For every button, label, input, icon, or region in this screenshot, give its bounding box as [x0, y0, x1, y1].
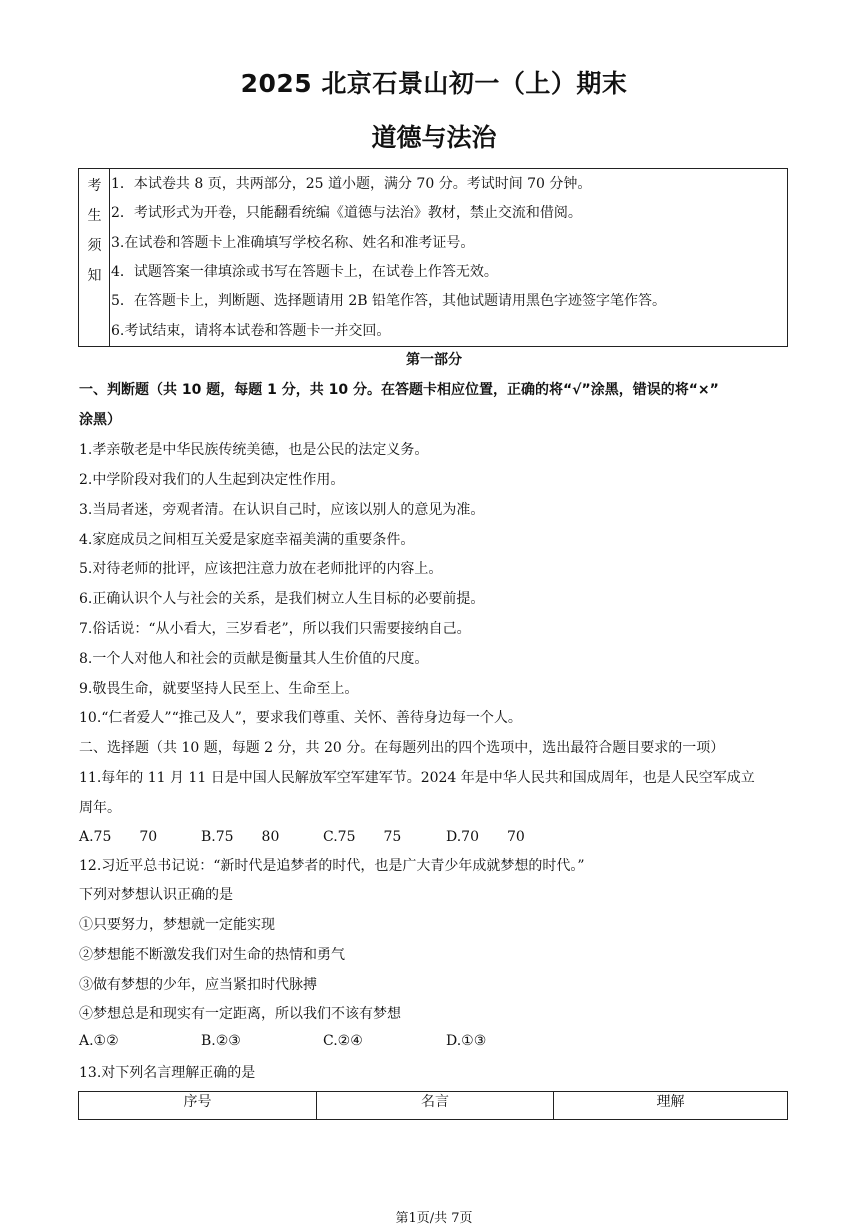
- notice-side-char: 考: [87, 178, 102, 194]
- judgment-item: 2.中学阶段对我们的人生起到决定性作用。: [79, 472, 345, 488]
- question-12-statement: ③做有梦想的少年，应当紧扣时代脉搏: [79, 977, 317, 993]
- question-12-prompt: 下列对梦想认识正确的是: [79, 887, 233, 903]
- choice-heading: 二、选择题（共 10 题，每题 2 分，共 20 分。在每题列出的四个选项中，选出最符合题目要求的一项）: [79, 740, 725, 756]
- question-12-option-c: C.②④: [323, 1033, 363, 1049]
- exam-subject: 道德与法治: [371, 123, 497, 152]
- question-13-stem: 13.对下列名言理解正确的是: [79, 1065, 256, 1081]
- question-11-option-d: D.70 70: [446, 829, 525, 845]
- judgment-item: 4.家庭成员之间相互关爱是家庭幸福美满的重要条件。: [79, 532, 415, 548]
- judgment-item: 8.一个人对他人和社会的贡献是衡量其人生价值的尺度。: [79, 651, 429, 667]
- question-12-statement: ②梦想能不断激发我们对生命的热情和勇气: [79, 947, 345, 963]
- notice-side-char: 须: [87, 238, 102, 254]
- judgment-item: 1.孝亲敬老是中华民族传统美德，也是公民的法定义务。: [79, 442, 429, 458]
- notice-item: 2．考试形式为开卷，只能翻看统编《道德与法治》教材，禁止交流和借阅。: [111, 205, 582, 221]
- quotes-table-header: [78, 1091, 788, 1120]
- exam-notice-box: [78, 168, 788, 347]
- table-header-understanding: 理解: [553, 1092, 787, 1119]
- notice-item: 4．试题答案一律填涂或书写在答题卡上，在试卷上作答无效。: [111, 264, 498, 280]
- notice-item: 5．在答题卡上，判断题、选择题请用 2B 铅笔作答，其他试题请用黑色字迹签字笔作答。: [111, 293, 667, 309]
- question-12-statement: ④梦想总是和现实有一定距离，所以我们不该有梦想: [79, 1006, 401, 1022]
- judgment-item: 10.“仁者爱人”“推己及人”，要求我们尊重、关怀、善待身边每一个人。: [79, 710, 522, 726]
- part-one-title: 第一部分: [406, 352, 462, 368]
- judgment-item: 6.正确认识个人与社会的关系，是我们树立人生目标的必要前提。: [79, 591, 485, 607]
- notice-side-label: [79, 169, 110, 346]
- question-12-stem: 12.习近平总书记说：“新时代是追梦者的时代，也是广大青少年成就梦想的时代。”: [79, 858, 585, 874]
- table-header-quote: 名言: [316, 1092, 553, 1119]
- table-header-index: 序号: [183, 1094, 212, 1110]
- question-12-option-a: A.①②: [79, 1033, 119, 1049]
- question-12-statement: ①只要努力，梦想就一定能实现: [79, 917, 275, 933]
- question-12-option-d: D.①③: [446, 1033, 487, 1049]
- question-11-option-a: A.75 70: [79, 829, 158, 845]
- judgment-heading: 一、判断题（共 10 题，每题 1 分，共 10 分。在答题卡相应位置，正确的将“√”涂黑，错误的将“×”: [79, 382, 719, 398]
- question-12-option-b: B.②③: [201, 1033, 241, 1049]
- notice-item: 6.考试结束，请将本试卷和答题卡一并交回。: [111, 323, 391, 339]
- question-11-option-b: B.75 80: [201, 829, 280, 845]
- judgment-item: 5.对待老师的批评，应该把注意力放在老师批评的内容上。: [79, 561, 443, 577]
- notice-side-char: 知: [87, 268, 102, 284]
- notice-side-char: 生: [87, 208, 102, 224]
- question-11-option-c: C.75 75: [323, 829, 402, 845]
- notice-item: 3.在试卷和答题卡上准确填写学校名称、姓名和准考证号。: [111, 235, 475, 251]
- question-11-stem: 11.每年的 11 月 11 日是中国人民解放军空军建军节。2024 年是中华人民共和国成周年，也是人民空军成立: [79, 770, 755, 786]
- notice-item: 1．本试卷共 8 页，共两部分，25 道小题，满分 70 分。考试时间 70 分钟。: [111, 176, 592, 192]
- question-11-stem-cont: 周年。: [79, 800, 121, 816]
- exam-title: 2025 北京石景山初一（上）期末: [240, 69, 628, 98]
- judgment-item: 3.当局者迷，旁观者清。在认识自己时，应该以别人的意见为准。: [79, 502, 485, 518]
- judgment-item: 9.敬畏生命，就要坚持人民至上、生命至上。: [79, 681, 359, 697]
- judgment-heading-cont: 涂黑）: [79, 412, 121, 428]
- judgment-item: 7.俗话说：“从小看大，三岁看老”，所以我们只需要接纳自己。: [79, 621, 471, 637]
- page-number: 第1页/共 7页: [395, 1211, 473, 1226]
